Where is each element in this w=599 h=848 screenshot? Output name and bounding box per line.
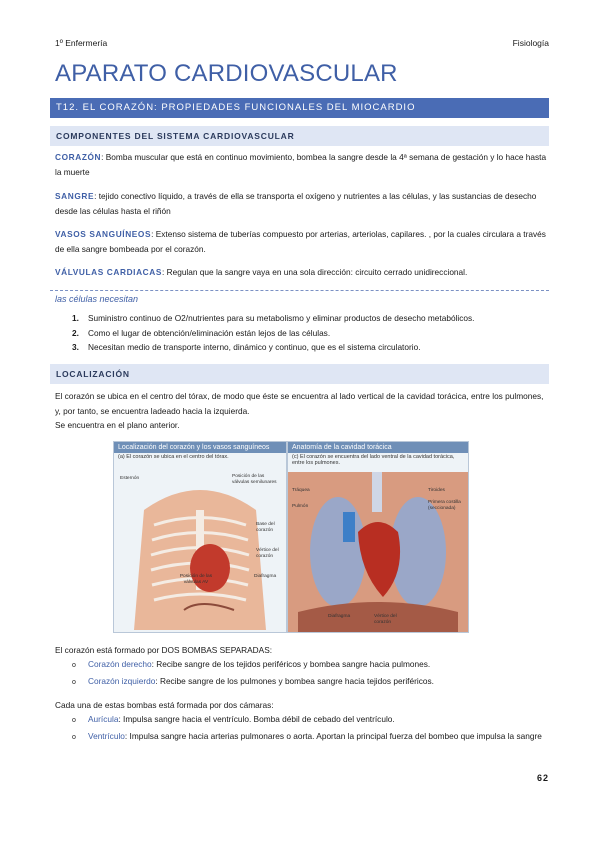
item-valvulas bbox=[55, 265, 547, 280]
desc-left-heart: : Recibe sangre de los pulmones y bombea sangre hacia tejidos periféricos. bbox=[155, 675, 434, 686]
label-semilunar: Posición de las válvulas semilunares bbox=[232, 474, 277, 485]
cavity-illustration bbox=[288, 472, 468, 632]
figure-caption: Localización del corazón y los vasos sanguíneos bbox=[114, 442, 286, 453]
term-atrium: Aurícula bbox=[88, 714, 119, 724]
desc-vasos: : Extenso sistema de tuberías compuesto por arterias, arteriolas, capilares. , por la cuales circulara a través de ella sangre bombeada por el corazón. bbox=[55, 229, 546, 254]
figure-thoracic-cavity bbox=[287, 441, 469, 633]
bullet-icon: o bbox=[72, 678, 76, 686]
desc-valvulas: : Regulan que la sangre vaya en una sola dirección: circuito cerrado unidireccional. bbox=[161, 267, 468, 277]
location-paragraph: El corazón se ubica en el centro del tórax, de modo que éste se encuentra al lado vertical de la cavidad torácica, entre los pulmones, y, por tanto, se encuentra ladeado hacia la izquierda. bbox=[55, 391, 544, 416]
figure-caption: Anatomía de la cavidad torácica bbox=[288, 442, 468, 453]
term-valvulas: VÁLVULAS CARDIACAS bbox=[55, 267, 162, 277]
chambers-intro: Cada una de estas bombas está formada por dos cámaras: bbox=[55, 700, 274, 710]
label-apex: Vértice del corazón bbox=[374, 614, 397, 625]
page-number: 62 bbox=[536, 773, 549, 783]
item-sangre bbox=[55, 189, 547, 218]
label-base: Base del corazón bbox=[256, 522, 275, 533]
label-thyroid: Tiroides bbox=[428, 488, 445, 493]
needs-heading: las células necesitan bbox=[55, 294, 139, 304]
desc-sangre: : tejido conectivo líquido, a través de ella se transporta el oxígeno y nutrientes a las células, y las sustancias de desecho desde las células hasta el riñón bbox=[55, 191, 537, 216]
term-left-heart: Corazón izquierdo bbox=[88, 675, 156, 686]
location-plane: Se encuentra en el plano anterior. bbox=[55, 420, 180, 430]
figure-subcaption: (c) El corazón se encuentra del lado ventral de la cavidad torácica, entre los pulmones. bbox=[292, 454, 455, 466]
term-sangre: SANGRE bbox=[55, 191, 95, 201]
label-lung: Pulmón bbox=[292, 504, 309, 509]
label-trachea: Tráquea bbox=[292, 488, 310, 493]
needs-list bbox=[72, 311, 474, 355]
header-course: 1º Enfermería bbox=[55, 38, 108, 48]
term-ventricle: Ventrículo bbox=[88, 730, 125, 741]
section-heading-location: LOCALIZACIÓN bbox=[50, 364, 549, 384]
desc-corazon: : Bomba muscular que está en continuo movimiento, bombea la sangre desde la 4ª semana de gestación y lo hace hasta la muerte bbox=[55, 152, 547, 177]
bullet-icon: o bbox=[72, 717, 76, 724]
list-text: Como el lugar de obtención/eliminación están lejos de las células. bbox=[88, 327, 331, 338]
label-av-valves: Posición de las válvulas AV bbox=[179, 574, 213, 585]
list-number: 2. bbox=[72, 327, 79, 338]
figure-subcaption: (a) El corazón se ubica en el centro del tórax. bbox=[118, 454, 229, 460]
label-first-rib: Primera costilla (seccionada) bbox=[428, 500, 461, 511]
label-sternum: Esternón bbox=[120, 476, 140, 481]
list-number: 3. bbox=[72, 342, 79, 352]
list-item bbox=[72, 340, 474, 355]
list-item bbox=[72, 311, 474, 326]
section-heading-components: COMPONENTES DEL SISTEMA CARDIOVASCULAR bbox=[50, 126, 549, 146]
term-right-heart: Corazón derecho bbox=[88, 659, 152, 669]
topic-bar: T12. EL CORAZÓN: PROPIEDADES FUNCIONALES DEL MIOCARDIO bbox=[50, 98, 549, 118]
label-apex: Vértice del corazón bbox=[256, 548, 279, 559]
page-title: APARATO CARDIOVASCULAR bbox=[55, 60, 398, 87]
chambers-list bbox=[72, 712, 547, 745]
pumps-list bbox=[72, 657, 434, 690]
list-number: 1. bbox=[72, 313, 79, 323]
desc-ventricle: : Impulsa sangre hacia arterias pulmonares o aorta. Aportan la principal fuerza del bombeo que impulsa la sangre bbox=[124, 730, 542, 741]
label-diaphragm: Diafragma bbox=[254, 574, 277, 579]
term-vasos: VASOS SANGUÍNEOS bbox=[55, 229, 152, 239]
list-item bbox=[72, 729, 547, 746]
dashed-divider bbox=[50, 290, 549, 291]
desc-right-heart: : Recibe sangre de los tejidos periféricos y bombea sangre hacia pulmones. bbox=[151, 659, 431, 669]
item-vasos bbox=[55, 227, 547, 256]
list-item bbox=[72, 657, 434, 674]
list-text: Necesitan medio de transporte interno, dinámico y continuo, que es el sistema circulatorio. bbox=[88, 342, 421, 352]
list-text: Suministro continuo de O2/nutrientes para su metabolismo y eliminar productos de desecho metabólicos. bbox=[88, 313, 475, 323]
bullet-icon: o bbox=[72, 733, 76, 741]
figure-heart-location bbox=[113, 441, 287, 633]
label-diaphragm: Diafragma bbox=[328, 614, 351, 619]
bullet-icon: o bbox=[72, 662, 76, 669]
list-item bbox=[72, 674, 434, 691]
list-item bbox=[72, 712, 547, 729]
desc-atrium: : Impulsa sangre hacia el ventrículo. Bomba débil de cebado del ventrículo. bbox=[118, 714, 395, 724]
header-subject: Fisiología bbox=[512, 38, 549, 48]
pumps-intro: El corazón está formado por DOS BOMBAS SEPARADAS: bbox=[55, 645, 273, 655]
list-item bbox=[72, 326, 474, 341]
item-corazon bbox=[55, 150, 547, 179]
term-corazon: CORAZÓN bbox=[55, 152, 102, 162]
